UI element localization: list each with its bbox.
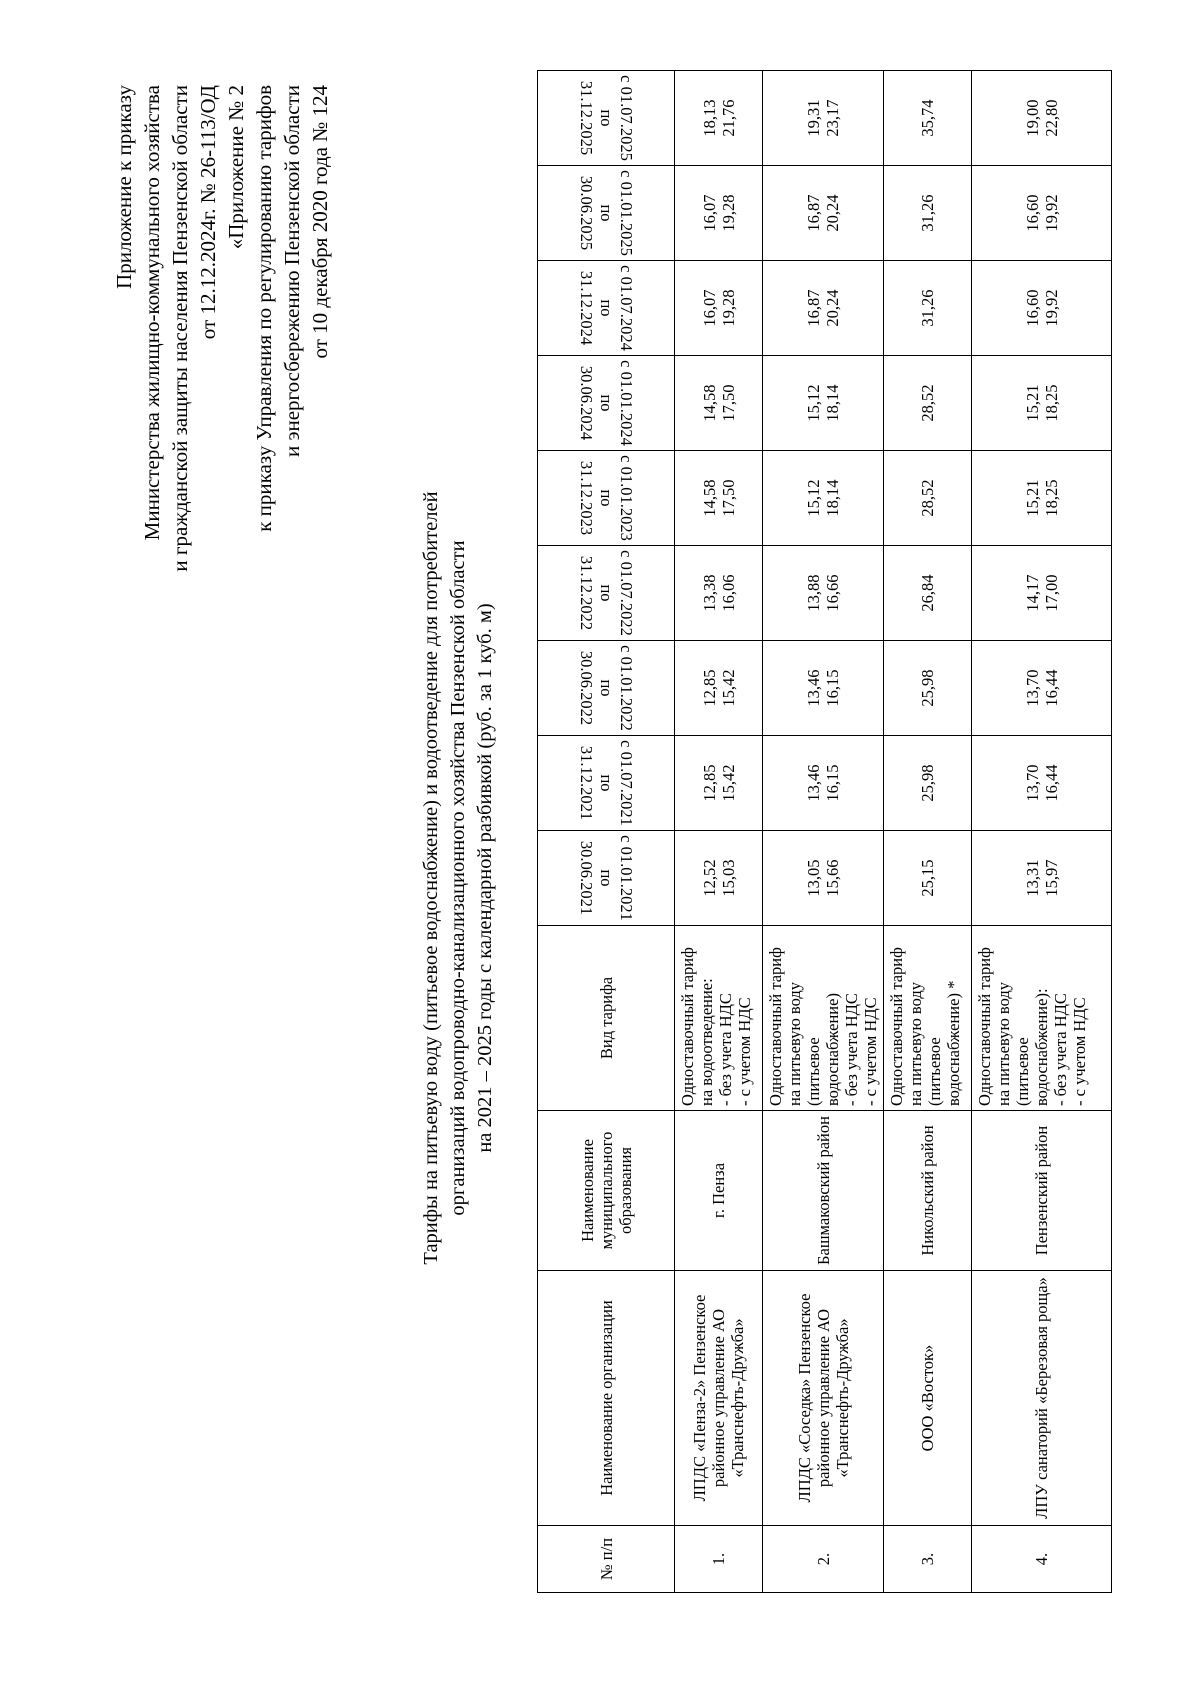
organization-name: ЛПДС «Пенза-2» Пензенское районное управление АО «Транснефть-Дружба» — [675, 1271, 763, 1526]
tariff-type-line: Одноставочный тариф на питьевую воду (питьевое водоснабжение): — [975, 947, 1051, 1106]
tariff-value: 16,44 — [1041, 764, 1061, 802]
tariff-value: 19,31 — [804, 99, 823, 137]
tariff-value: 31,26 — [918, 289, 937, 327]
tariff-value-cell — [972, 736, 1112, 831]
appendix-header-line: «Приложение № 2 — [224, 85, 248, 250]
tariff-value: 25,98 — [918, 669, 937, 707]
tariff-value: 14,17 — [1022, 574, 1042, 612]
tariff-value: 26,84 — [918, 574, 937, 612]
tariff-value: 12,52 — [699, 859, 719, 897]
appendix-header-line: к приказу Управления по регулированию тарифов — [252, 85, 276, 532]
column-header-period — [538, 546, 675, 641]
tariff-value: 15,42 — [718, 669, 738, 707]
tariff-value: 18,14 — [823, 479, 842, 517]
tariff-value-cell — [884, 166, 972, 261]
tariff-value: 12,85 — [699, 764, 719, 802]
tariff-value: 25,98 — [918, 764, 937, 802]
tariff-value: 18,25 — [1041, 479, 1061, 517]
order-header — [110, 85, 222, 572]
organization-name: ЛПУ санаторий «Березовая роща» — [972, 1271, 1112, 1526]
period-label: с 01.07.2024 по 31.12.2024 — [577, 265, 636, 351]
tariff-value: 16,15 — [823, 669, 842, 707]
tariff-value-cell — [675, 831, 763, 926]
table-body — [675, 71, 1112, 1593]
column-header-period — [538, 831, 675, 926]
tariff-value: 13,70 — [1022, 764, 1042, 802]
tariff-type — [675, 926, 763, 1111]
tariff-value: 20,24 — [823, 289, 842, 327]
tariff-value: 13,46 — [804, 669, 823, 707]
column-header-period — [538, 641, 675, 736]
order-header-line: Приложение к приказу — [112, 85, 136, 289]
column-header-period — [538, 71, 675, 166]
tariff-value: 15,21 — [1022, 479, 1042, 517]
tariff-value-cell — [884, 831, 972, 926]
tariff-value: 35,74 — [918, 99, 937, 137]
row-number: 3. — [884, 1526, 972, 1593]
tariff-value: 16,66 — [823, 574, 842, 612]
table-header-row — [538, 71, 675, 1593]
tariff-value-cell — [763, 831, 884, 926]
column-header: Вид тарифа — [538, 926, 675, 1111]
tariff-value: 16,60 — [1022, 194, 1042, 232]
tariff-type-line: Одноставочный тариф на питьевую воду (питьевое водоснабжение) — [766, 947, 842, 1106]
municipality-name: Пензенский район — [972, 1111, 1112, 1271]
order-header-line: от 12.12.2024г. № 26-113/ОД — [196, 85, 220, 340]
tariff-value: 19,28 — [718, 289, 738, 327]
tariff-value: 16,60 — [1022, 289, 1042, 327]
tariff-value: 16,07 — [699, 194, 719, 232]
tariff-value: 17,50 — [718, 479, 738, 517]
row-number: 1. — [675, 1526, 763, 1593]
tariff-value: 16,87 — [804, 289, 823, 327]
tariff-value: 14,58 — [699, 479, 719, 517]
tariff-value-cell — [972, 546, 1112, 641]
tariff-value: 23,17 — [823, 99, 842, 137]
municipality-name: г. Пенза — [675, 1111, 763, 1271]
tariff-value-cell — [884, 356, 972, 451]
tariff-value-cell — [763, 71, 884, 166]
tariff-type-line: - с учетом НДС — [735, 997, 754, 1106]
tariff-value: 16,87 — [804, 194, 823, 232]
tariff-type-line: - без учета НДС — [842, 993, 861, 1106]
period-label: с 01.01.2025 по 30.06.2025 — [577, 170, 636, 256]
column-header-period — [538, 356, 675, 451]
tariff-value-cell — [972, 641, 1112, 736]
tariff-value-cell — [763, 261, 884, 356]
organization-name: ЛПДС «Соседка» Пензенское районное управление АО «Транснефть-Дружба» — [763, 1271, 884, 1526]
period-label: с 01.07.2022 по 31.12.2022 — [577, 550, 636, 636]
tariff-value: 19,92 — [1041, 289, 1061, 327]
tariff-value: 12,85 — [699, 669, 719, 707]
period-label: с 01.01.2021 по 30.06.2021 — [577, 835, 636, 921]
tariff-value: 19,00 — [1022, 99, 1042, 137]
table-row — [763, 71, 884, 1593]
period-label: с 01.01.2023 по 31.12.2023 — [577, 455, 636, 541]
table-row — [972, 71, 1112, 1593]
table-row — [675, 71, 763, 1593]
tariff-table — [537, 70, 1112, 1593]
tariff-value: 28,52 — [918, 384, 937, 422]
tariff-value-cell — [972, 451, 1112, 546]
tariff-value: 22,80 — [1041, 99, 1061, 137]
tariff-value-cell — [675, 546, 763, 641]
tariff-value: 25,15 — [918, 859, 937, 897]
tariff-value-cell — [884, 261, 972, 356]
appendix-header-line: от 10 декабря 2020 года № 124 — [308, 85, 332, 359]
tariff-value: 19,92 — [1041, 194, 1061, 232]
column-header-period — [538, 736, 675, 831]
tariff-value: 13,46 — [804, 764, 823, 802]
tariff-value: 20,24 — [823, 194, 842, 232]
tariff-value-cell — [763, 736, 884, 831]
tariff-type-line: - без учета НДС — [1051, 993, 1070, 1106]
row-number: 4. — [972, 1526, 1112, 1593]
tariff-value-cell — [763, 641, 884, 736]
tariff-type-line: - с учетом НДС — [861, 997, 880, 1106]
tariff-type — [972, 926, 1112, 1111]
tariff-value: 19,28 — [718, 194, 738, 232]
tariff-value-cell — [675, 71, 763, 166]
order-header-line: Министерства жилищно-коммунального хозяйства — [140, 85, 164, 541]
tariff-value: 15,12 — [804, 384, 823, 422]
tariff-value: 16,06 — [718, 574, 738, 612]
tariff-type-line: - с учетом НДС — [1070, 997, 1089, 1106]
tariff-value-cell — [972, 261, 1112, 356]
tariff-value: 28,52 — [918, 479, 937, 517]
tariff-value-cell — [763, 166, 884, 261]
municipality-name: Никольский район — [884, 1111, 972, 1271]
tariff-value-cell — [972, 831, 1112, 926]
tariff-value: 15,42 — [718, 764, 738, 802]
tariff-value-cell — [675, 736, 763, 831]
period-label: с 01.01.2024 по 30.06.2024 — [577, 360, 636, 446]
tariff-value: 17,00 — [1041, 574, 1061, 612]
tariff-value-cell — [675, 166, 763, 261]
order-header-line: и гражданской защиты населения Пензенской области — [168, 85, 192, 572]
tariff-value: 13,31 — [1022, 859, 1042, 897]
tariff-value: 15,21 — [1022, 384, 1042, 422]
table-row — [884, 71, 972, 1593]
tariff-type-line: Одноставочный тариф на водоотведение: — [678, 947, 716, 1106]
tariff-value: 13,70 — [1022, 669, 1042, 707]
tariff-value-cell — [675, 641, 763, 736]
tariff-type — [763, 926, 884, 1111]
tariff-type-line: Одноставочный тариф на питьевую воду (питьевое водоснабжение) * — [887, 947, 963, 1106]
document-title — [418, 288, 499, 1468]
tariff-value: 15,97 — [1041, 859, 1061, 897]
column-header-period — [538, 261, 675, 356]
municipality-name: Башмаковский район — [763, 1111, 884, 1271]
tariff-value: 18,25 — [1041, 384, 1061, 422]
tariff-value: 15,03 — [718, 859, 738, 897]
column-header: № п/п — [538, 1526, 675, 1593]
tariff-value: 13,38 — [699, 574, 719, 612]
tariff-value-cell — [675, 356, 763, 451]
tariff-value-cell — [675, 451, 763, 546]
tariff-value-cell — [763, 546, 884, 641]
title-line: Тарифы на питьевую воду (питьевое водоснабжение) и водоотведение для потребителей — [420, 491, 442, 1265]
period-label: с 01.07.2021 по 31.12.2021 — [577, 740, 636, 826]
tariff-value: 18,13 — [699, 99, 719, 137]
tariff-value: 16,15 — [823, 764, 842, 802]
tariff-value-cell — [884, 451, 972, 546]
tariff-value-cell — [884, 736, 972, 831]
tariff-value-cell — [972, 71, 1112, 166]
organization-name: ООО «Восток» — [884, 1271, 972, 1526]
tariff-value-cell — [763, 451, 884, 546]
tariff-type-line: - без учета НДС — [716, 993, 735, 1106]
column-header: Наименование организации — [538, 1271, 675, 1526]
tariff-value: 16,07 — [699, 289, 719, 327]
tariff-value: 14,58 — [699, 384, 719, 422]
column-header: Наименование муниципального образования — [538, 1111, 675, 1271]
title-line: организаций водопроводно-канализационного хозяйства Пензенской области — [447, 540, 469, 1216]
tariff-value: 16,44 — [1041, 669, 1061, 707]
tariff-value-cell — [972, 166, 1112, 261]
period-label: с 01.01.2022 по 30.06.2022 — [577, 645, 636, 731]
tariff-value: 15,66 — [823, 859, 842, 897]
tariff-value: 21,76 — [718, 99, 738, 137]
tariff-value-cell — [884, 641, 972, 736]
column-header-period — [538, 451, 675, 546]
tariff-value: 17,50 — [718, 384, 738, 422]
tariff-value-cell — [763, 356, 884, 451]
tariff-value: 15,12 — [804, 479, 823, 517]
tariff-value: 13,05 — [804, 859, 823, 897]
tariff-value-cell — [884, 546, 972, 641]
tariff-type — [884, 926, 972, 1111]
tariff-value-cell — [972, 356, 1112, 451]
tariff-value-cell — [884, 71, 972, 166]
appendix-header-line: и энергосбережению Пензенской области — [280, 85, 304, 457]
row-number: 2. — [763, 1526, 884, 1593]
column-header-period — [538, 166, 675, 261]
appendix-header — [222, 85, 334, 532]
tariff-value-cell — [675, 261, 763, 356]
tariff-value: 18,14 — [823, 384, 842, 422]
period-label: с 01.07.2025 по 31.12.2025 — [577, 75, 636, 161]
tariff-value: 31,26 — [918, 194, 937, 232]
title-line: на 2021 – 2025 годы с календарной разбивкой (руб. за 1 куб. м) — [474, 603, 496, 1153]
tariff-value: 13,88 — [804, 574, 823, 612]
